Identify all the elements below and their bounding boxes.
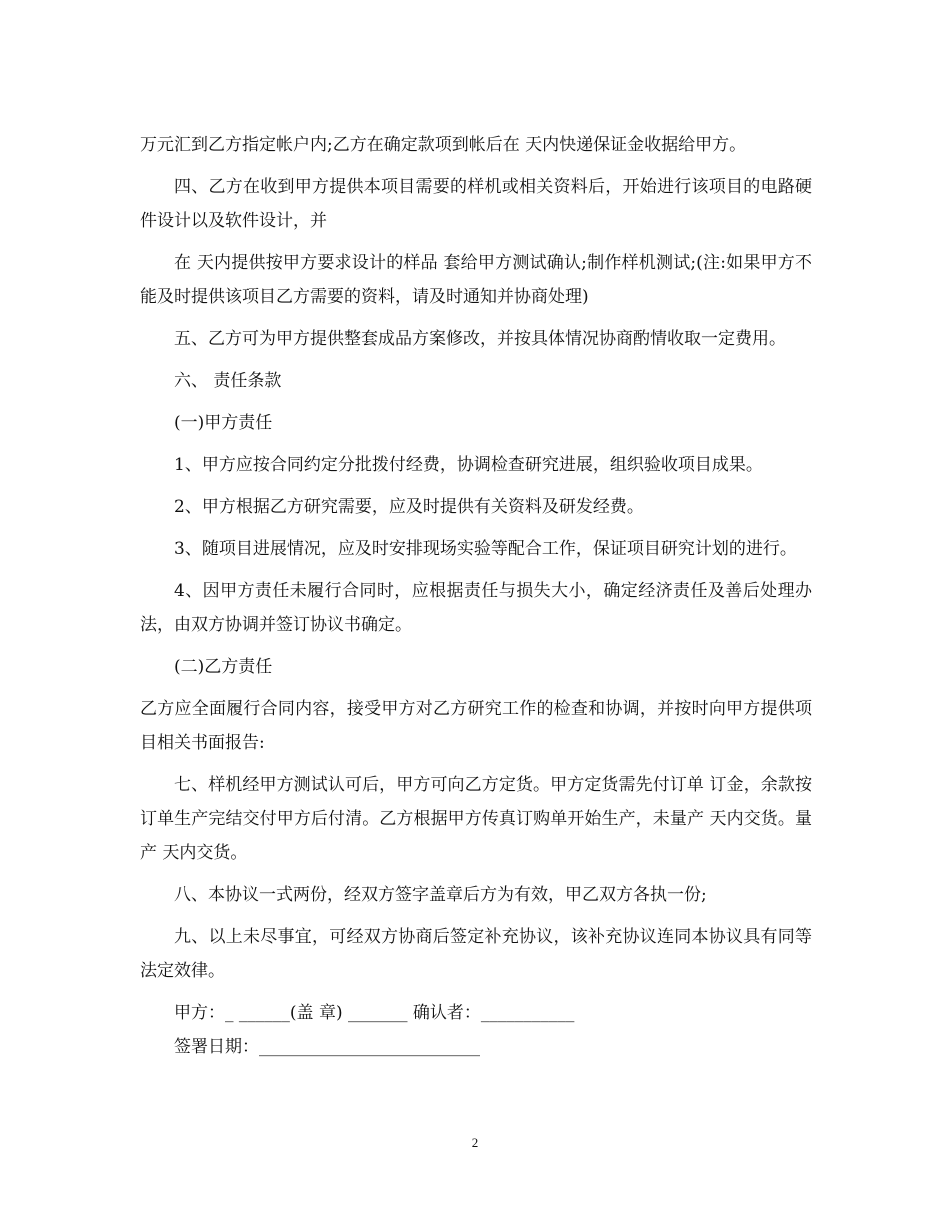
paragraph-2: 四、乙方在收到甲方提供本项目需要的样机或相关资料后，开始进行该项目的电路硬件设计以及软件设计，并 (140, 177, 812, 231)
paragraph-party-a-1: 1、甲方应按合同约定分批拨付经费，协调检查研究进展，组织验收项目成果。 (174, 455, 763, 475)
paragraph-party-a-2: 2、甲方根据乙方研究需要，应及时提供有关资料及研发经费。 (174, 497, 644, 517)
signature-party-line: 甲方：_ ______(盖 章) _______ 确认者：___________ (174, 1003, 575, 1023)
paragraph-4: 五、乙方可为甲方提供整套成品方案修改，并按具体情况协商酌情收取一定费用。 (174, 329, 786, 349)
paragraph-1: 万元汇到乙方指定帐户内;乙方在确定款项到帐后在 天内快递保证金收据给甲方。 (140, 135, 747, 155)
paragraph-9: 九、以上未尽事宜，可经双方协商后签定补充协议，该补充协议连同本协议具有同等法定效律。 (140, 927, 812, 981)
section-heading-liability: 六、 责任条款 (174, 371, 282, 391)
paragraph-3: 在 天内提供按甲方要求设计的样品 套给甲方测试确认;制作样机测试;(注:如果甲方不能及时提供该项目乙方需要的资料，请及时通知并协商处理) (140, 253, 812, 307)
paragraph-party-b: 乙方应全面履行合同内容，接受甲方对乙方研究工作的检查和协调，并按时向甲方提供项目相关书面报告: (140, 699, 812, 753)
page-number: 2 (471, 1135, 479, 1150)
subheading-party-a: (一)甲方责任 (174, 413, 273, 433)
signature-date-line: 签署日期：__________________________ (174, 1037, 480, 1057)
paragraph-7: 七、样机经甲方测试认可后，甲方可向乙方定货。甲方定货需先付订单 订金，余款按订单生产完结交付甲方后付清。乙方根据甲方传真订购单开始生产，未量产 天内交货。量产 天内交货。 (140, 775, 812, 863)
paragraph-party-a-4: 4、因甲方责任未履行合同时，应根据责任与损失大小，确定经济责任及善后处理办法，由双方协调并签订协议书确定。 (140, 581, 812, 635)
paragraph-8: 八、本协议一式两份，经双方签字盖章后方为有效，甲乙双方各执一份; (174, 885, 707, 905)
document-body (140, 128, 812, 1064)
paragraph-party-a-3: 3、随项目进展情况，应及时安排现场实验等配合工作，保证项目研究计划的进行。 (174, 539, 797, 559)
subheading-party-b: (二)乙方责任 (174, 657, 273, 677)
